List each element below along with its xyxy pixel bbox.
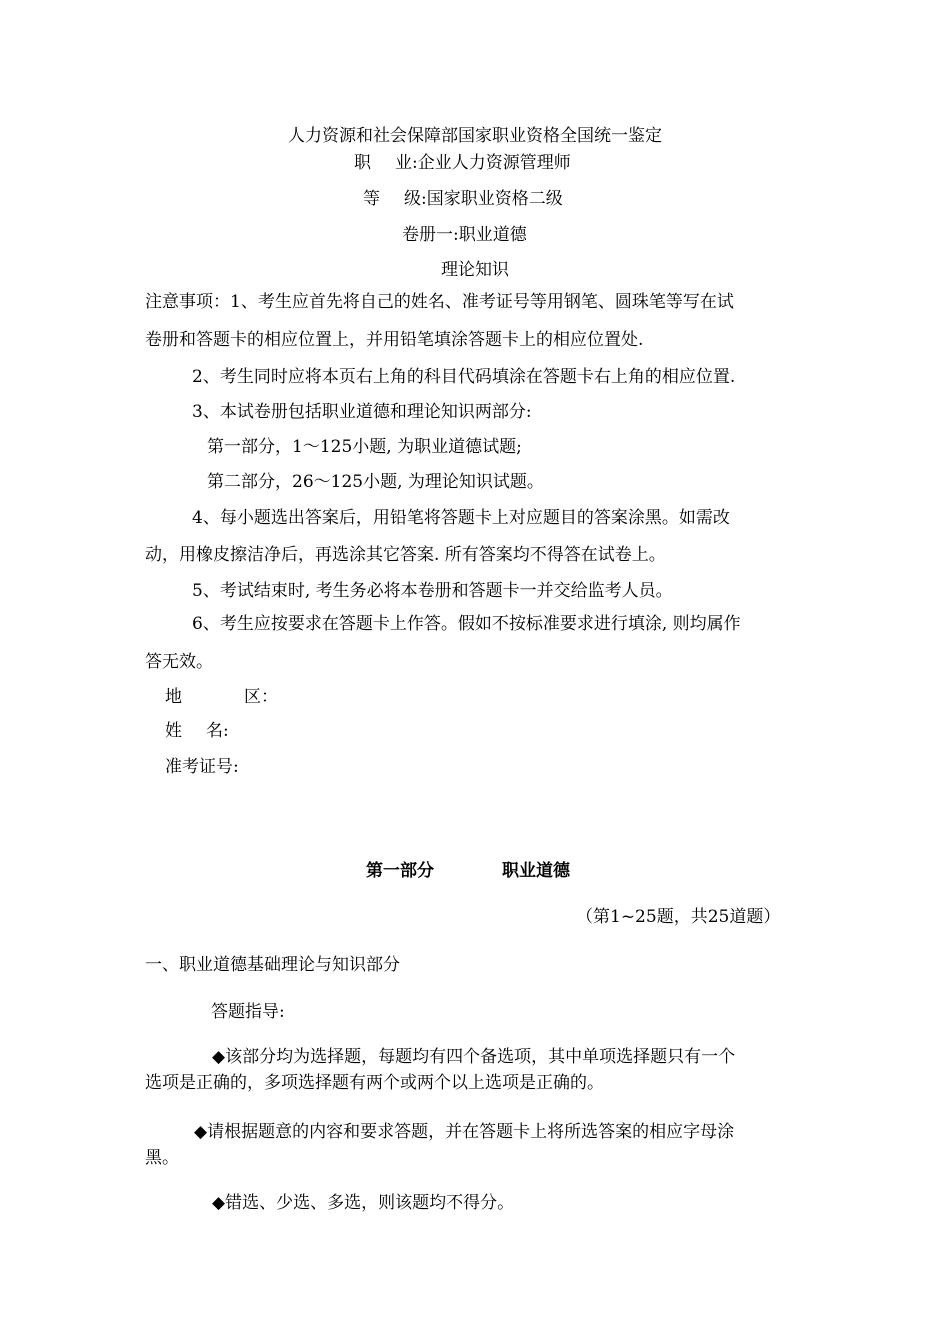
- notice-item-4-line-2: 动，用橡皮擦洁净后，再选涂其它答案. 所有答案均不得答在试卷上。: [145, 545, 666, 565]
- part-title: [366, 860, 570, 882]
- notice-item-3-part-1: 第一部分，1～125小题, 为职业道德试题;: [207, 437, 522, 457]
- grade-value: 国家职业资格二级: [426, 189, 563, 209]
- ticket-field: 准考证号:: [165, 757, 239, 777]
- profession-label-2: 业:: [395, 153, 418, 173]
- question-range: （第1~25题，共25道题）: [576, 907, 781, 927]
- guide-2-line-2: 黑。: [145, 1148, 179, 1168]
- grade-label-2: 级:: [404, 189, 427, 209]
- profession-line: [354, 152, 571, 174]
- notice-item-1-line-2: 卷册和答题卡的相应位置上，并用铅笔填涂答题卡上的相应位置处.: [145, 330, 644, 350]
- name-field: [165, 720, 229, 742]
- region-field: [165, 686, 278, 708]
- notice-item-4-line-1: 4、每小题选出答案后，用铅笔将答题卡上对应题目的答案涂黑。如需改: [192, 508, 730, 528]
- part-number: 第一部分: [366, 861, 434, 881]
- notice-item-3-part-2: 第二部分，26～125小题, 为理论知识试题。: [207, 472, 544, 492]
- section-heading: 一、职业道德基础理论与知识部分: [145, 955, 400, 975]
- name-label-a: 姓: [165, 721, 182, 741]
- profession-value: 企业人力资源管理师: [417, 153, 571, 173]
- profession-label: 职: [354, 153, 371, 173]
- notice-item-1-line-1: 注意事项：1、考生应首先将自己的姓名、准考证号等用钢笔、圆珠笔等写在试: [145, 292, 734, 312]
- grade-line: [363, 188, 563, 210]
- notice-item-6-line-1: 6、考生应按要求在答题卡上作答。假如不按标准要求进行填涂, 则均属作: [192, 614, 741, 634]
- grade-label: 等: [363, 189, 380, 209]
- theory-line: 理论知识: [441, 260, 509, 280]
- guide-1-line-1: ◆该部分均为选择题，每题均有四个备选项，其中单项选择题只有一个: [212, 1047, 736, 1067]
- region-label-a: 地: [165, 687, 182, 707]
- guide-label: 答题指导:: [211, 1002, 285, 1022]
- volume-line: 卷册一:职业道德: [402, 225, 527, 245]
- name-label-b: 名:: [206, 721, 229, 741]
- guide-3: ◆错选、少选、多选，则该题均不得分。: [212, 1193, 515, 1213]
- notice-item-2: 2、考生同时应将本页右上角的科目代码填涂在答题卡右上角的相应位置.: [192, 367, 736, 387]
- notice-item-5: 5、考试结束时, 考生务必将本卷册和答题卡一并交给监考人员。: [192, 581, 673, 601]
- part-name: 职业道德: [502, 861, 570, 881]
- guide-1-line-2: 选项是正确的，多项选择题有两个或两个以上选项是正确的。: [145, 1073, 604, 1093]
- notice-item-3: 3、本试卷册包括职业道德和理论知识两部分:: [192, 402, 532, 422]
- org-title: 人力资源和社会保障部国家职业资格全国统一鉴定: [288, 126, 662, 146]
- notice-item-6-line-2: 答无效。: [145, 652, 213, 672]
- region-label-b: 区：: [244, 687, 278, 707]
- guide-2-line-1: ◆请根据题意的内容和要求答题，并在答题卡上将所选答案的相应字母涂: [194, 1122, 735, 1142]
